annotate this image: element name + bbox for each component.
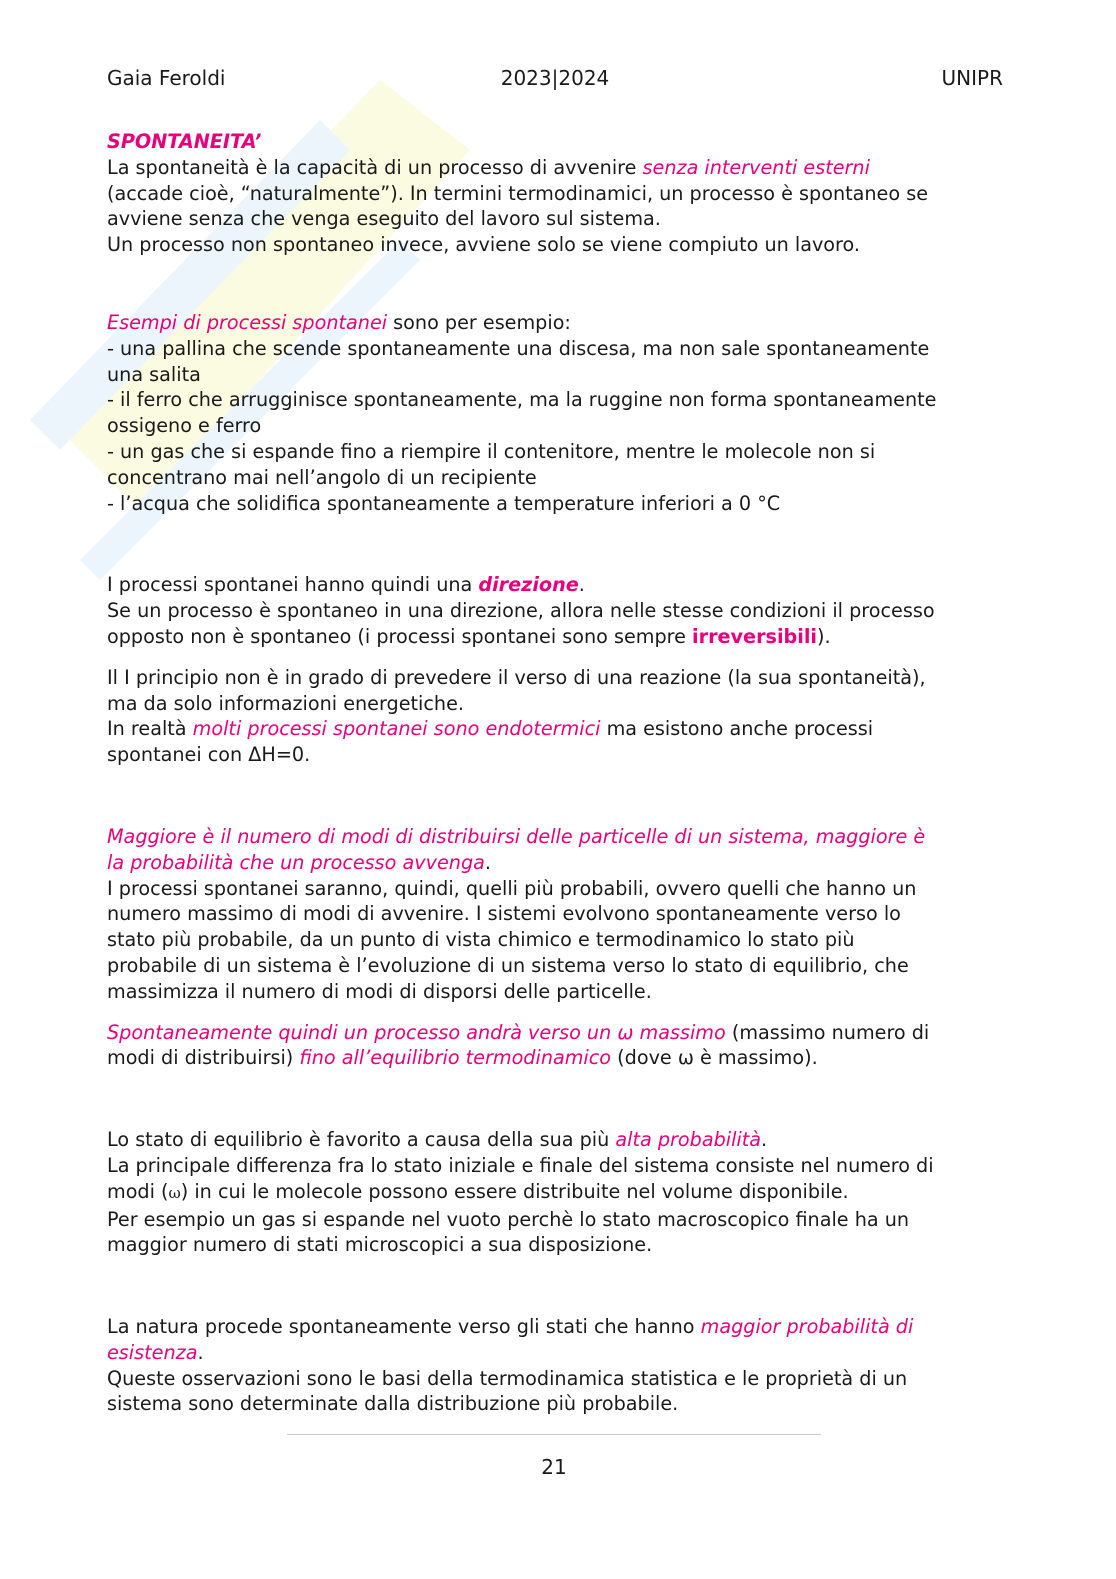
paragraph-equilibrium: Lo stato di equilibrio è favorito a causa della sua più alta probabilità. La principale differenza fra lo stato iniziale e finale del sistema consiste nel numero di modi (ω) in cui le molecole possono essere distribuite nel volume disponibile. Per esempio un gas si espande nel vuoto perchè lo stato macroscopico finale ha un maggior numero di stati microscopici a sua disposizione.	[107, 1128, 934, 1257]
header-year: 2023|2024	[500, 66, 610, 90]
page-header	[107, 66, 1003, 92]
page-content	[107, 129, 1002, 1417]
header-author: Gaia Feroldi	[107, 66, 226, 90]
paragraph-probability: Maggiore è il numero di modi di distribuirsi delle particelle di un sistema, maggiore è la probabilità che un processo avvenga. I processi spontanei saranno, quindi, quelli più probabili, ovvero quelli che hanno un numero massimo di modi di avvenire. I sistemi evolvono spontaneamente verso lo stato più probabile, da un punto di vista chimico e termodinamico lo stato più probabile di un sistema è l’evoluzione di un sistema verso lo stato di equilibrio, che massimizza il numero di modi di disporsi delle particelle.	[107, 824, 926, 1003]
section-title: SPONTANEITA’	[107, 130, 262, 153]
paragraph-direction: I processi spontanei hanno quindi una direzione. Se un processo è spontaneo in una direzione, allora nelle stesse condizioni il processo opposto non è spontaneo (i processi spontanei sono sempre irreversibili).	[107, 573, 935, 648]
paragraph-omega: Spontaneamente quindi un processo andrà verso un ω massimo (massimo numero di modi di distribuirsi) fino all’equilibrio termodinamico (dove ω è massimo).	[107, 1020, 930, 1070]
paragraph-examples: Esempi di processi spontanei sono per esempio: - una pallina che scende spontaneamente una discesa, ma non sale spontaneamente una salita - il ferro che arrugginisce spontaneamente, ma la ruggine non forma spontaneamente ossigeno e ferro - un gas che si espande fino a riempire il contenitore, mentre le molecole non si concentrano mai nell’angolo di un recipiente - l’acqua che solidifica spontaneamente a temperature inferiori a 0 °C	[107, 310, 937, 515]
header-university: UNIPR	[941, 66, 1003, 90]
paragraph-spontaneity: La spontaneità è la capacità di un processo di avvenire senza interventi esterni (accade cioè, “naturalmente”). In termini termodinamici, un processo è spontaneo se avviene senza che venga eseguito del lavoro sul sistema. Un processo non spontaneo invece, avviene solo se viene compiuto un lavoro.	[107, 155, 928, 257]
paragraph-nature: La natura procede spontaneamente verso gli stati che hanno maggior probabilità di esistenza. Queste osservazioni sono le basi della termodinamica statistica e le proprietà di un sistema sono determinate dalla distribuzione più probabile.	[107, 1315, 914, 1416]
paragraph-first-principle: Il I principio non è in grado di prevedere il verso di una reazione (la sua spontaneità), ma da solo informazioni energetiche. In realtà molti processi spontanei sono endotermici ma esistono anche processi spontanei con ΔH=0.	[107, 665, 926, 767]
footer-divider	[287, 1434, 821, 1435]
page-number: 21	[541, 1455, 567, 1479]
